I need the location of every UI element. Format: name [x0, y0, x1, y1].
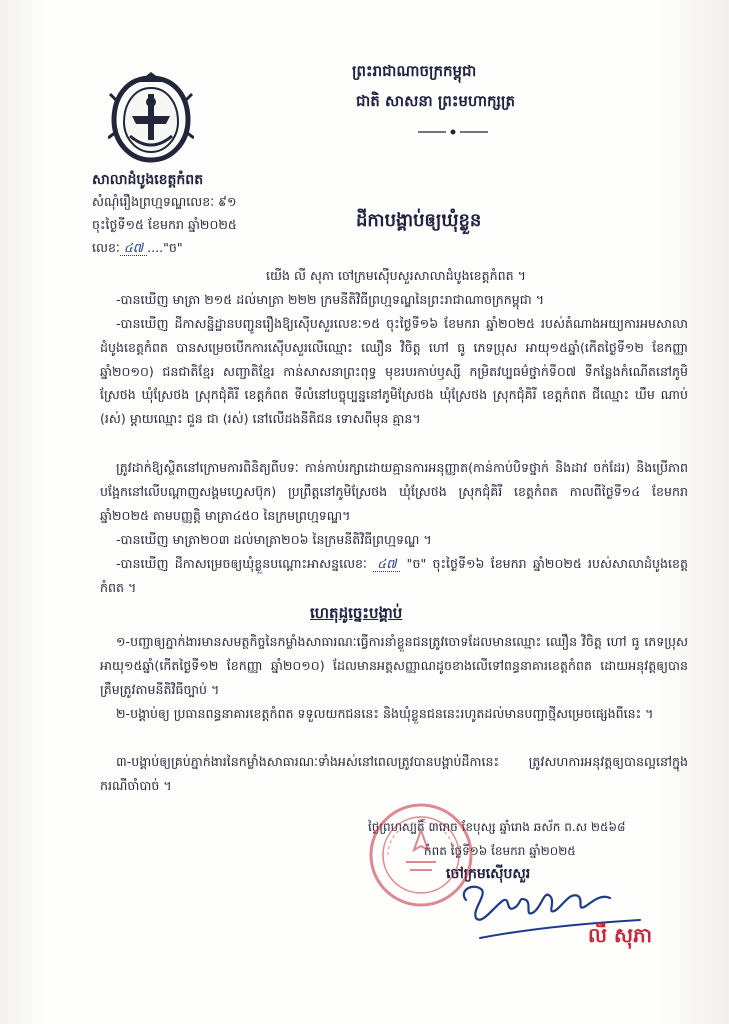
prosecution-basis: -បានឃើញ ដីកាសន្និដ្ឋានបញ្ជូនរឿងឱ្យស៊ើបសួរលេខៈ១៥ ចុះថ្ងៃទី១៦ ខែមករា ឆ្នាំ២០២៥ របស់តំណាងអយ្យការអមសាលាដំបូងខេត្តកំពត បានសម្រេចបើកការស៊ើបសួរលើឈ្មោះ ឈឿន វិចិត្ត ហៅ ធូ ភេទប្រុស អាយុ១៥ឆ្នាំ(កើតថ្ងៃទី១២ ខែកញ្ញា ឆ្នាំ២០១០) ជនជាតិខ្មែរ សញ្ជាតិខ្មែរ កាន់សាសនាព្រះពុទ្ធ មុខរបរកាប់ឫស្សី កម្រិតវប្បធម៌ថ្នាក់ទី០៧ ទីកន្លែងកំណើតនៅភូមិស្រែថង ឃុំស្រែថង ស្រុកជុំគិរី ខេត្តកំពត ទីលំនៅបច្ចុប្បន្ននៅភូមិស្រែថង ឃុំស្រែថង ស្រុកជុំគិរី ខេត្តកំពត ជីឈ្មោះ ឃឹម ណាប់ (រស់) ម្តាយឈ្មោះ ជួន ជា (រស់) នៅលើដងនីតិជន ទោសពីមុន គ្មាន។ — [100, 316, 688, 427]
kingdom-heading: ព្រះរាជាណាចក្រកម្ពុជា — [352, 62, 477, 80]
judge-intro: យើង លី សុភា ចៅក្រមស៊ើបសួរសាលាដំបូងខេត្តកំពត ។ — [266, 268, 526, 283]
document-number-value: ៤៧ — [120, 240, 147, 256]
detention-basis-text-b: "ច" ចុះថ្ងៃទី១៦ ខែមករា ឆ្នាំ២០២៥ របស់សាលាដំបូងខេត្តកំពត ។ — [100, 556, 688, 595]
document-number-prefix: លេខៈ — [92, 240, 120, 255]
lunar-date: ថ្ងៃព្រហស្បតិ៍ ៣រោច ខែបុស្ស ឆ្នាំរោង ឆស័ក ព.ស ២៥៦៨ — [368, 820, 626, 834]
detention-basis-text-a: -បានឃើញ ដីកាសម្រេចឲ្យឃុំខ្លួនបណ្តោះអាសន្នលេខៈ — [116, 556, 367, 571]
order-2: ២-បង្គាប់ឲ្យ ប្រធានពន្ធនាគារខេត្តកំពត ទទួលយកជននេះ និងឃុំខ្លួនជននេះរហូតដល់មានបញ្ជាថ្មីសម្រេចផ្សេងពីនេះ ។ — [116, 706, 654, 721]
decision-heading: ហេតុដូច្នេះបង្គាប់ — [310, 604, 403, 622]
solar-date: កំពត ថ្ងៃទី១៦ ខែមករា ឆ្នាំ២០២៥ — [424, 844, 576, 858]
legal-basis-1: -បានឃើញ មាត្រា ២១៥ ដល់មាត្រា ២២២ ក្រមនីតិវិធីព្រហ្មទណ្ឌនៃព្រះរាជាណាចក្រកម្ពុជា ។ — [116, 292, 545, 307]
case-date: ចុះថ្ងៃទី១៥ ខែមករា ឆ្នាំ២០២៥ — [92, 217, 237, 232]
case-file-number: សំណុំរឿងព្រហ្មទណ្ឌលេខៈ ៩១ — [92, 194, 237, 209]
detention-basis — [100, 552, 688, 600]
signer-name: លី សុភា — [588, 923, 653, 947]
signer-title: ចៅក្រមស៊ើបសួរ — [446, 866, 531, 882]
document-number — [92, 236, 183, 260]
charges-paragraph: ត្រូវដាក់ឱ្យស្ថិតនៅក្រោមការពិនិត្យពីបទៈ កាន់កាប់រក្សាដោយគ្មានការអនុញ្ញាត(កាន់កាប់បិទថ្នាក់ និងដាវ ចក់ដែរ) និងប្រើភាពបង្អែកនៅលើបណ្តាញសង្គមហ្វេសប៊ុក) ប្រព្រឹត្តនៅភូមិស្រែថង ឃុំស្រែថង ស្រុកជុំគិរី ខេត្តកំពត កាលពីថ្ងៃទី១៤ ខែមករា ឆ្នាំ២០២៥ តាមបញ្ញត្តិ មាត្រា៤៥០ នៃក្រមព្រហ្មទណ្ឌ។ — [100, 460, 688, 523]
motto-heading: ជាតិ សាសនា ព្រះមហាក្សត្រ — [356, 92, 515, 110]
header-ornament — [418, 120, 488, 126]
order-1: ១-បញ្ជាឲ្យភ្នាក់ងារមានសមត្ថកិច្ចនៃកម្លាំងសាធារណៈធ្វើការនាំខ្លួនជនត្រូវចោទដែលមានឈ្មោះ ឈឿន វិចិត្ត ហៅ ធូ ភេទប្រុស អាយុ១៥ឆ្នាំ(កើតថ្ងៃទី១២ ខែកញ្ញា ឆ្នាំ២០១០) ដែលមានអត្តសញ្ញាណដូចខាងលើទៅពន្ធនាគារខេត្តកំពត ដោយអនុវត្តឲ្យបានត្រឹមត្រូវតាមនីតិវិធីច្បាប់ ។ — [100, 634, 688, 697]
court-name: សាលាដំបូងខេត្តកំពត — [92, 172, 204, 188]
court-emblem-icon — [108, 72, 194, 166]
document-number-suffix: ...."ច" — [147, 240, 183, 255]
legal-basis-2: -បានឃើញ មាត្រា២០៣ ដល់មាត្រា២០៦ នៃក្រមនីតិវិធីព្រហ្មទណ្ឌ ។ — [116, 532, 432, 547]
order-3: ៣-បង្គាប់ឲ្យគ្រប់ភ្នាក់ងារនៃកម្លាំងសាធារណៈទាំងអស់នៅពេលត្រូវបានបង្គាប់ដីកានេះ ត្រូវសហការអនុវត្តឲ្យបានល្អនៅក្នុងករណីចាំបាច់ ។ — [100, 754, 688, 793]
document-title: ដីកាបង្គាប់ឲ្យឃុំខ្លួន — [356, 210, 482, 231]
detention-order-number: ៤៧ — [373, 556, 400, 572]
